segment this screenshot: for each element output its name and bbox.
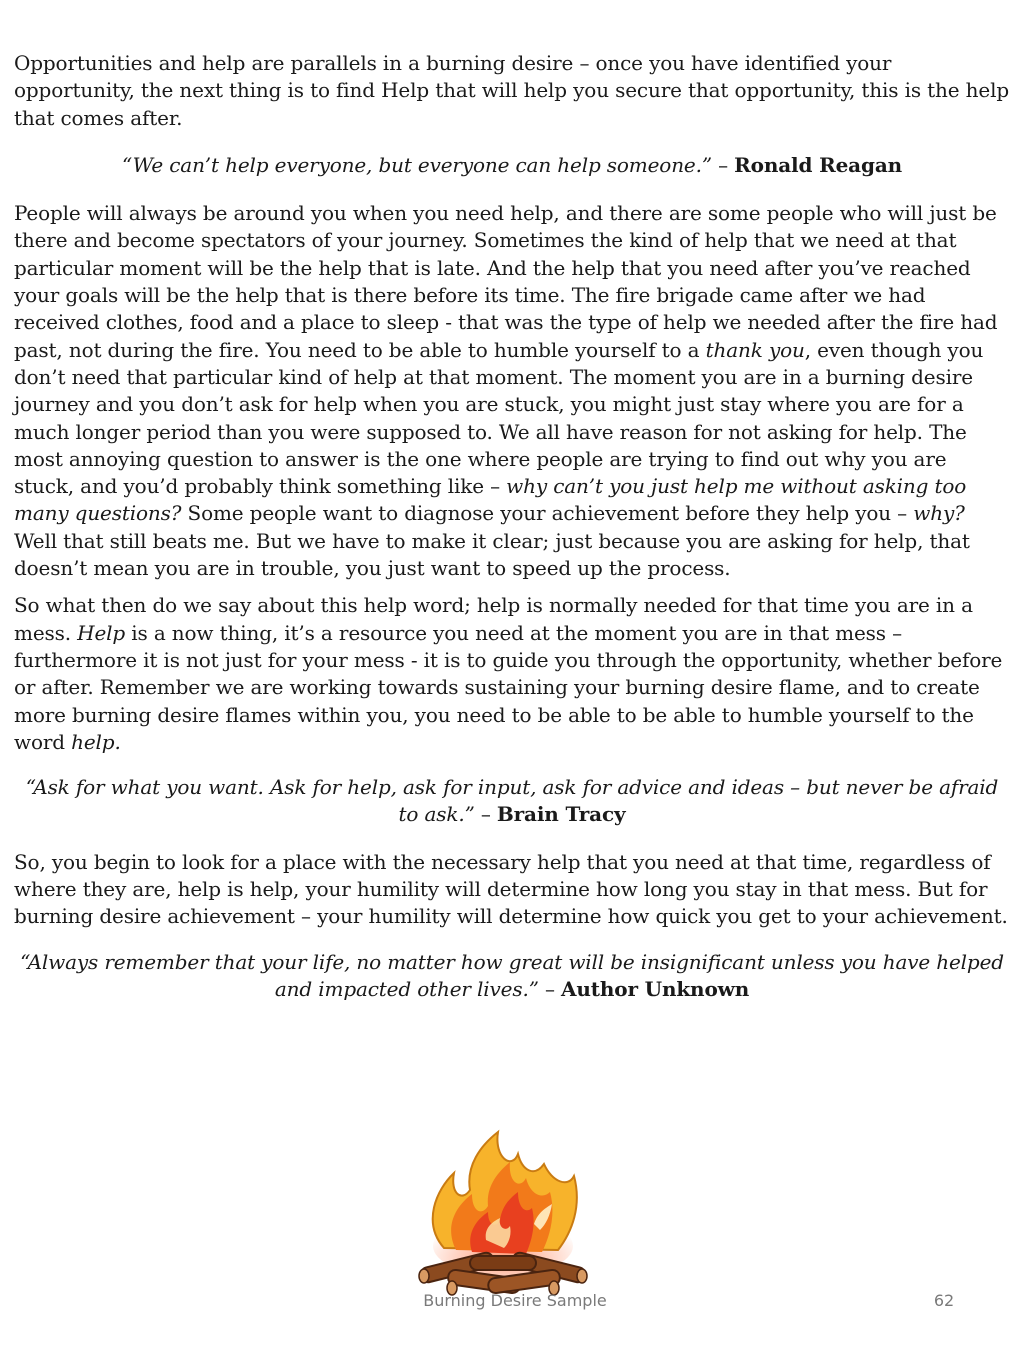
quote-author-unknown [14, 949, 1010, 1004]
paragraph-humility: So, you begin to look for a place with the necessary help that you need at that time, regardless of where they are, help is help, your humility will determine how long you stay in that mess. But for burning desire achievement – your humility will determine how quick you get to your achievement. [14, 849, 1008, 929]
quote-dash: – [538, 976, 562, 1001]
text-segment: , even though you don’t need that particular kind of help at that moment. The moment you are in a burning desire journey and you don’t ask for help when you are stuck, you might just stay where you are for a much longer period than you were supposed to. We all have reason for not asking for help. The most annoying question to answer is the one where people are trying to find out why you are stuck, and you’d probably think something like – [14, 337, 984, 499]
paragraph-help-word [14, 592, 1010, 756]
quote-text: “Ask for what you want. Ask for help, ask for input, ask for advice and ideas – but never be afraid to ask.” [25, 775, 999, 827]
quote-dash: – [711, 152, 735, 177]
text-segment: Well that still beats me. But we have to make it clear; just because you are asking for help, that doesn’t mean you are in trouble, you just want to speed up the process. [14, 528, 970, 581]
quote-author: Brain Tracy [496, 802, 626, 827]
emphasis-help-end: help. [71, 729, 121, 754]
text-segment: is a now thing, it’s a resource you need at the moment you are in that mess – furthermore it is not just for your mess - it is to guide you through the opportunity, whether before or after. Remember we are working towards sustaining your burning desire flame, and to create more burning desire flames within you, you need to be able to be able to humble yourself to the word [14, 620, 1003, 754]
emphasis-thank-you: thank you [705, 337, 805, 362]
emphasis-question: why can’t you just help me without asking too many questions? [14, 474, 967, 526]
text-segment: People will always be around you when you need help, and there are some people who will just be there and become spectators of your journey. Sometimes the kind of help that we need at that particular moment will be the help that is late. And the help that you need after you’ve reached your goals will be the help that is there before its time. The fire brigade came after we had received clothes, food and a place to sleep - that was the type of help we needed after the fire had past, not during the fire. You need to be able to humble yourself to a [14, 201, 998, 362]
quote-brain-tracy [14, 774, 1010, 829]
page-number: 62 [933, 1291, 955, 1310]
footer-title: Burning Desire Sample [423, 1291, 607, 1310]
paragraph-people-around [14, 200, 1010, 582]
paragraph-opportunities: Opportunities and help are parallels in a burning desire – once you have identified your opportunity, the next thing is to find Help that will help you secure that opportunity, this is the help that comes after. [14, 51, 1009, 130]
campfire-icon [414, 1128, 592, 1298]
emphasis-why: why? [913, 501, 965, 526]
text-segment: Some people want to diagnose your achievement before they help you – [181, 501, 914, 526]
quote-author: Author Unknown [561, 976, 750, 1001]
emphasis-help: Help [77, 620, 126, 645]
quote-text: “We can’t help everyone, but everyone can help someone.” [121, 152, 712, 177]
page-content [14, 50, 1010, 1003]
quote-author: Ronald Reagan [734, 152, 903, 177]
quote-dash: – [474, 802, 497, 827]
quote-ronald-reagan [14, 152, 1010, 179]
quote-text: “Always remember that your life, no matter how great will be insignificant unless you have helped and impacted other lives.” [20, 949, 1004, 1001]
text-segment: So what then do we say about this help word; help is normally needed for that time you are in a mess. [14, 593, 973, 645]
